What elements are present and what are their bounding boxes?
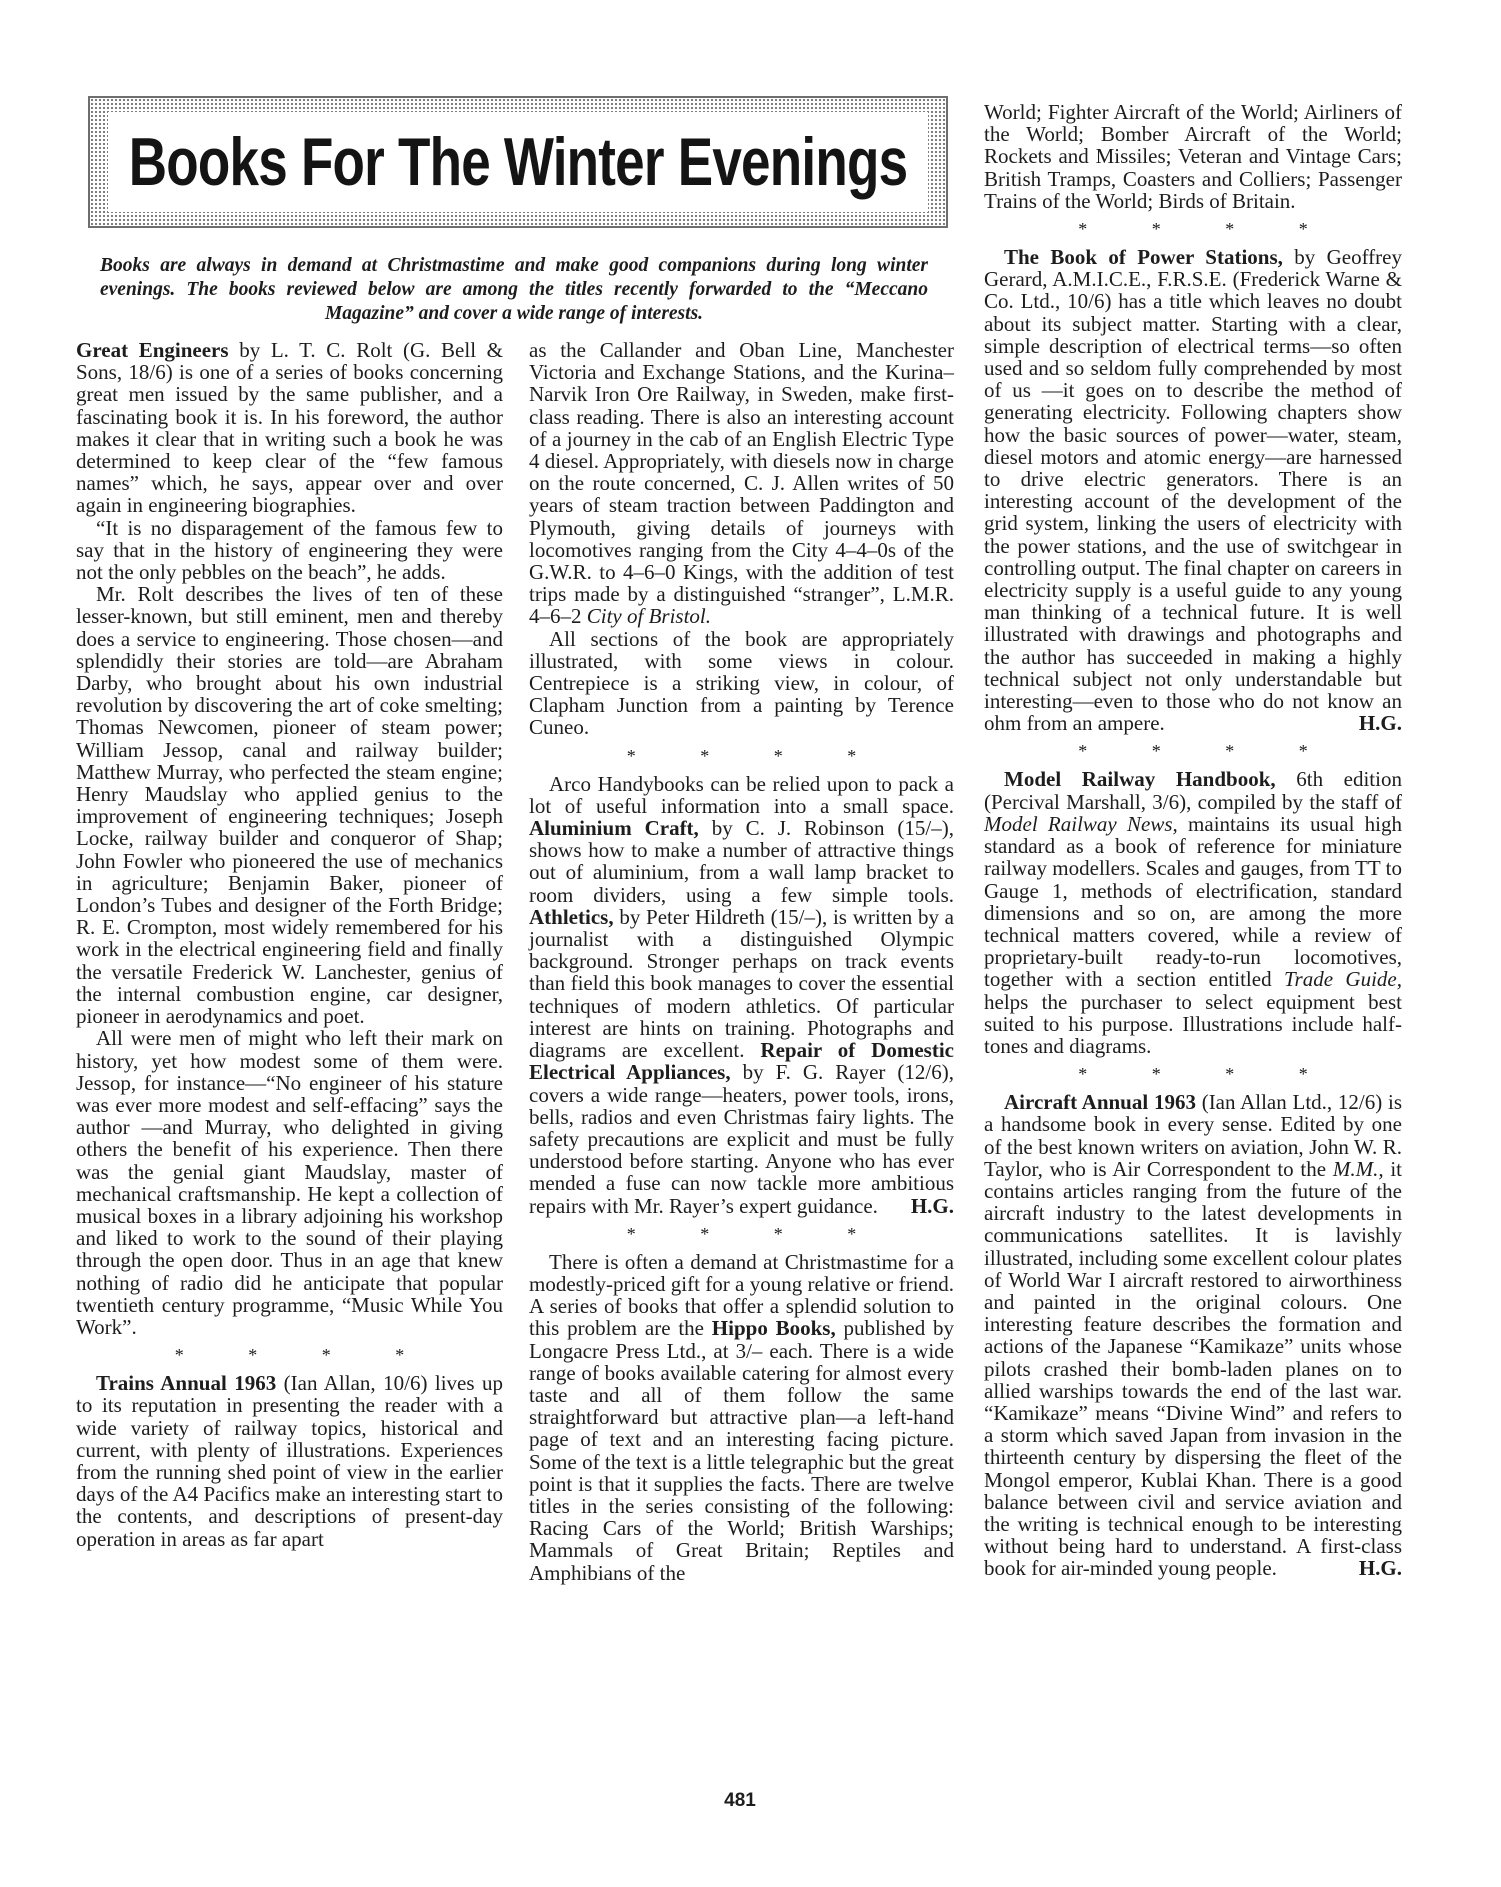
review-text: 6th edition (Percival Marshall, 3/6), compiled by the staff of bbox=[984, 767, 1402, 814]
paragraph: Mr. Rolt describes the lives of ten of these lesser-known, but still eminent, men and thereby does a service to engineering. Those chosen—and splendidly their stories are told—are Abraham Darby, who brought about his own industrial revolution by discovering the art of coke smelting; Thomas Newcomen, pioneer of steam power; William Jessop, canal and railway builder; Matthew Murray, who perfected the steam engine; Henry Maudslay who applied genius to the improvement of engineering techniques; Joseph Locke, railway builder and conqueror of Shap; John Fowler who pioneered the use of mechanics in agriculture; Benjamin Baker, pioneer of London’s Tubes and designer of the Forth Bridge; R. E. Crompton, most widely remembered for his work in the electrical engineering field and finally the versatile Frederick W. Lanchester, genius of the internal combustion engine, car designer, pioneer in aerodynamics and poet. bbox=[76, 582, 503, 1029]
title-panel bbox=[108, 112, 928, 212]
review-trains-annual bbox=[76, 1372, 503, 1550]
review-text: Arco Handybooks can be relied upon to pack a lot of useful information into a small space. bbox=[529, 771, 954, 818]
review-aircraft-annual bbox=[984, 1091, 1402, 1579]
review-text: published by Longacre Press Ltd., at 3/– each. There is a wide range of books available catering for almost every taste and all of them follow the same straightforward but attractive plan—a left-hand page of text and an interesting facing picture. Some of the text is a little telegraphic but the great point is that it supplies the facts. There are twelve titles in the series consisting of the following: Racing Cars of the World; British Warships; Mammals of Great Britain; Reptiles and Amphibians of the bbox=[529, 1316, 954, 1585]
book-title: Great Engineers bbox=[76, 338, 229, 362]
section-separator: * * * * bbox=[174, 1345, 435, 1366]
book-title: Aircraft Annual 1963 bbox=[1004, 1090, 1196, 1115]
page-title: Books For The Winter Evenings bbox=[128, 124, 908, 200]
review-hippo-books bbox=[529, 1251, 954, 1584]
section-name: Trade Guide, bbox=[1284, 967, 1402, 992]
column-2 bbox=[529, 339, 954, 1584]
review-text: helps the purchaser to select equipment best suited to his purpose. Illustrations include half-tones and diagrams. bbox=[984, 989, 1402, 1058]
review-text: as the Callander and Oban Line, Manchester Victoria and Exchange Stations, and the Kurina–Narvik Iron Ore Railway, in Sweden, make first-class reading. There is also an interesting account of a journey in the cab of an English Electric Type 4 diesel. Appropriately, with diesels now in charge on the route concerned, C. J. Allen writes of 50 years of steam traction between Paddington and Plymouth, giving details of journeys with locomotives ranging from the City 4–4–0s of the G.W.R. to 4–6–0 Kings, with the addition of test trips made by a distinguished “stranger”, L.M.R. 4–6–2 bbox=[529, 338, 954, 629]
review-text: it contains articles ranging from the future of the aircraft industry to the latest developments in communications satellites. It is lavishly illustrated, including some excellent colour plates of World War I aircraft restored to airworthiness and painted in the original colours. One interesting feature describes the formation and actions of the Japanese “Kamikaze” units whose pilots crashed their bomb-laden planes on to allied warships towards the end of the last war. “Kamikaze” means “Divine Wind” and refers to a storm which saved Japan from invasion in the thirteenth century by dispersing the fleet of the Mongol emperor, Kublai Khan. There is a good balance between civil and service aviation and the writing is technical enough to be interesting without being hard to understand. A first-class book for air-minded young people. bbox=[984, 1156, 1402, 1581]
review-text: by F. G. Rayer (12/6), covers a wide range—heaters, power tools, irons, bells, radios and even Christmas fairy lights. The safety precautions are explicit and must be fully understood before starting. Anyone who has ever mended a fuse can now tackle more ambitious repairs with Mr. Rayer’s expert guidance. bbox=[529, 1060, 954, 1218]
section-separator: * * * * bbox=[626, 1223, 887, 1244]
column-3 bbox=[984, 101, 1402, 1580]
section-separator: * * * * bbox=[1078, 1064, 1338, 1085]
book-title: The Book of Power Stations, bbox=[1004, 245, 1283, 270]
review-text: by C. J. Robinson (15/–), shows how to make a number of attractive things out of aluminium, from a wall lamp bracket to room dividers, using a few simple tools. bbox=[529, 816, 955, 907]
locomotive-name: City of Bristol. bbox=[586, 604, 712, 629]
paragraph: World; Fighter Aircraft of the World; Airliners of the World; Bomber Aircraft of the World; Rockets and Missiles; Veteran and Vintage Cars; British Tramps, Coasters and Colliers; Passenger Trains of the World; Birds of Britain. bbox=[984, 100, 1402, 213]
magazine-abbrev: M.M., bbox=[1332, 1156, 1384, 1181]
section-separator: * * * * bbox=[1078, 219, 1338, 240]
book-title: Aluminium Craft, bbox=[529, 816, 699, 841]
review-text: (Ian Allan, 10/6) lives up to its reputation in presenting the reader with a wide variety of railway topics, historical and current, with plenty of illustrations. Experiences from the running shed point of view in the earlier days of the A4 Pacifics make an interesting start to the contents, and descriptions of present-day operation in areas as far apart bbox=[76, 1371, 503, 1551]
review-text: by Geoffrey Gerard, A.M.I.C.E., F.R.S.E. (Frederick Warne & Co. Ltd., 10/6) has a title which leaves no doubt about its subject matter. Starting with a clear, simple description of electrical terms—so often used and so seldom fully comprehended by most of us —it goes on to describe the method of generating electricity. Following chapters show how the basic sources of power—water, steam, diesel motors and atomic energy—are harnessed to drive electric generators. There is an interesting account of the development of the grid system, linking the users of electricity with the power stations, and the use of switchgear in controlling output. The final chapter on careers in electricity supply is a useful guide to any young man thinking of a technical future. It is well illustrated with drawings and photographs and the author has succeeded in making a highly technical subject not only understandable but interesting—even to those who do not know an ohm from an ampere. bbox=[984, 245, 1402, 736]
book-title: Trains Annual 1963 bbox=[96, 1371, 277, 1396]
book-title: Athletics, bbox=[529, 904, 614, 929]
review-text: maintains its usual high standard as a book of reference for miniature railway modellers. Scales and gauges, from TT to Gauge 1, methods of electrification, standard dimensions and so on, are among the more technical matters covered, while a review of proprietary-built ready-to-run locomotives, together with a section entitled bbox=[984, 811, 1403, 992]
reviewer-signature: H.G. bbox=[1358, 1556, 1402, 1581]
review-text: by L. T. C. Rolt (G. Bell & Sons, 18/6) is one of a series of books concerning great men issued by the same publisher, and a fascinating book it is. In his foreword, the author makes it clear that in writing such a book he was determined to keep clear of the “few famous names” which, he says, appear over and over again in engineering biographies. bbox=[76, 338, 503, 518]
column-1 bbox=[76, 339, 503, 1550]
section-separator: * * * * bbox=[1078, 741, 1338, 762]
book-title: Repair of Domestic Electrical Appliances, bbox=[529, 1038, 954, 1085]
paragraph: All were men of might who left their mark on history, yet how modest some of them were. Jessop, for instance—“No engineer of his stature was ever more modest and self-effacing” says the author —and Murray, who delighted in giving others the benefit of his experience. Then there was the genial giant Maudslay, master of mechanical craftsmanship. He kept a collection of musical boxes in a library adjoining his workshop and liked to work to the sound of their playing through the open door. Thus in an age that knew nothing of radio did he anticipate that popular twentieth century programme, “Music While You Work”. bbox=[76, 1026, 503, 1339]
review-text: (Ian Allan Ltd., 12/6) is a handsome book in every sense. Edited by one of the best known writers on aviation, John W. R. Taylor, who is Air Correspondent to the bbox=[984, 1090, 1402, 1181]
title-frame bbox=[88, 96, 948, 228]
review-great-engineers bbox=[76, 339, 503, 517]
reviewer-signature: H.G. bbox=[1358, 711, 1402, 736]
magazine-name: Model Railway News, bbox=[984, 811, 1178, 836]
page-number: 481 bbox=[724, 1790, 756, 1811]
review-text: There is often a demand at Christmastime for a modestly-priced gift for a young relative or friend. A series of books that offer a splendid solution to this problem are the bbox=[529, 1249, 954, 1341]
paragraph: All sections of the book are appropriately illustrated, with some views in colour. Centrepiece is a striking view, in colour, of Clapham Junction from a painting by Terence Cuneo. bbox=[529, 626, 954, 740]
book-title: Hippo Books, bbox=[711, 1316, 836, 1341]
section-separator: * * * * bbox=[626, 745, 887, 766]
review-arco-handybooks bbox=[529, 773, 954, 1217]
review-text: by Peter Hildreth (15/–), is written by a journalist with a distinguished Olympic background. Stronger perhaps on track events than field this book manages to cover the essential techniques of modern athletics. Of particular interest are hints on training. Photographs and diagrams are excellent. bbox=[529, 904, 954, 1063]
reviewer-signature: H.G. bbox=[910, 1193, 954, 1218]
book-title: Model Railway Handbook, bbox=[1004, 767, 1276, 792]
review-power-stations bbox=[984, 246, 1402, 734]
review-model-railway-handbook bbox=[984, 768, 1402, 1057]
paragraph bbox=[529, 339, 954, 628]
paragraph: “It is no disparagement of the famous few to say that in the history of engineering they were not the only pebbles on the beach”, he adds. bbox=[76, 515, 503, 585]
intro-paragraph: Books are always in demand at Christmastime and make good companions during long winter evenings. The books reviewed below are among the titles recently forwarded to the “Meccano Magazine” and cover a wide range of interests. bbox=[100, 255, 928, 324]
